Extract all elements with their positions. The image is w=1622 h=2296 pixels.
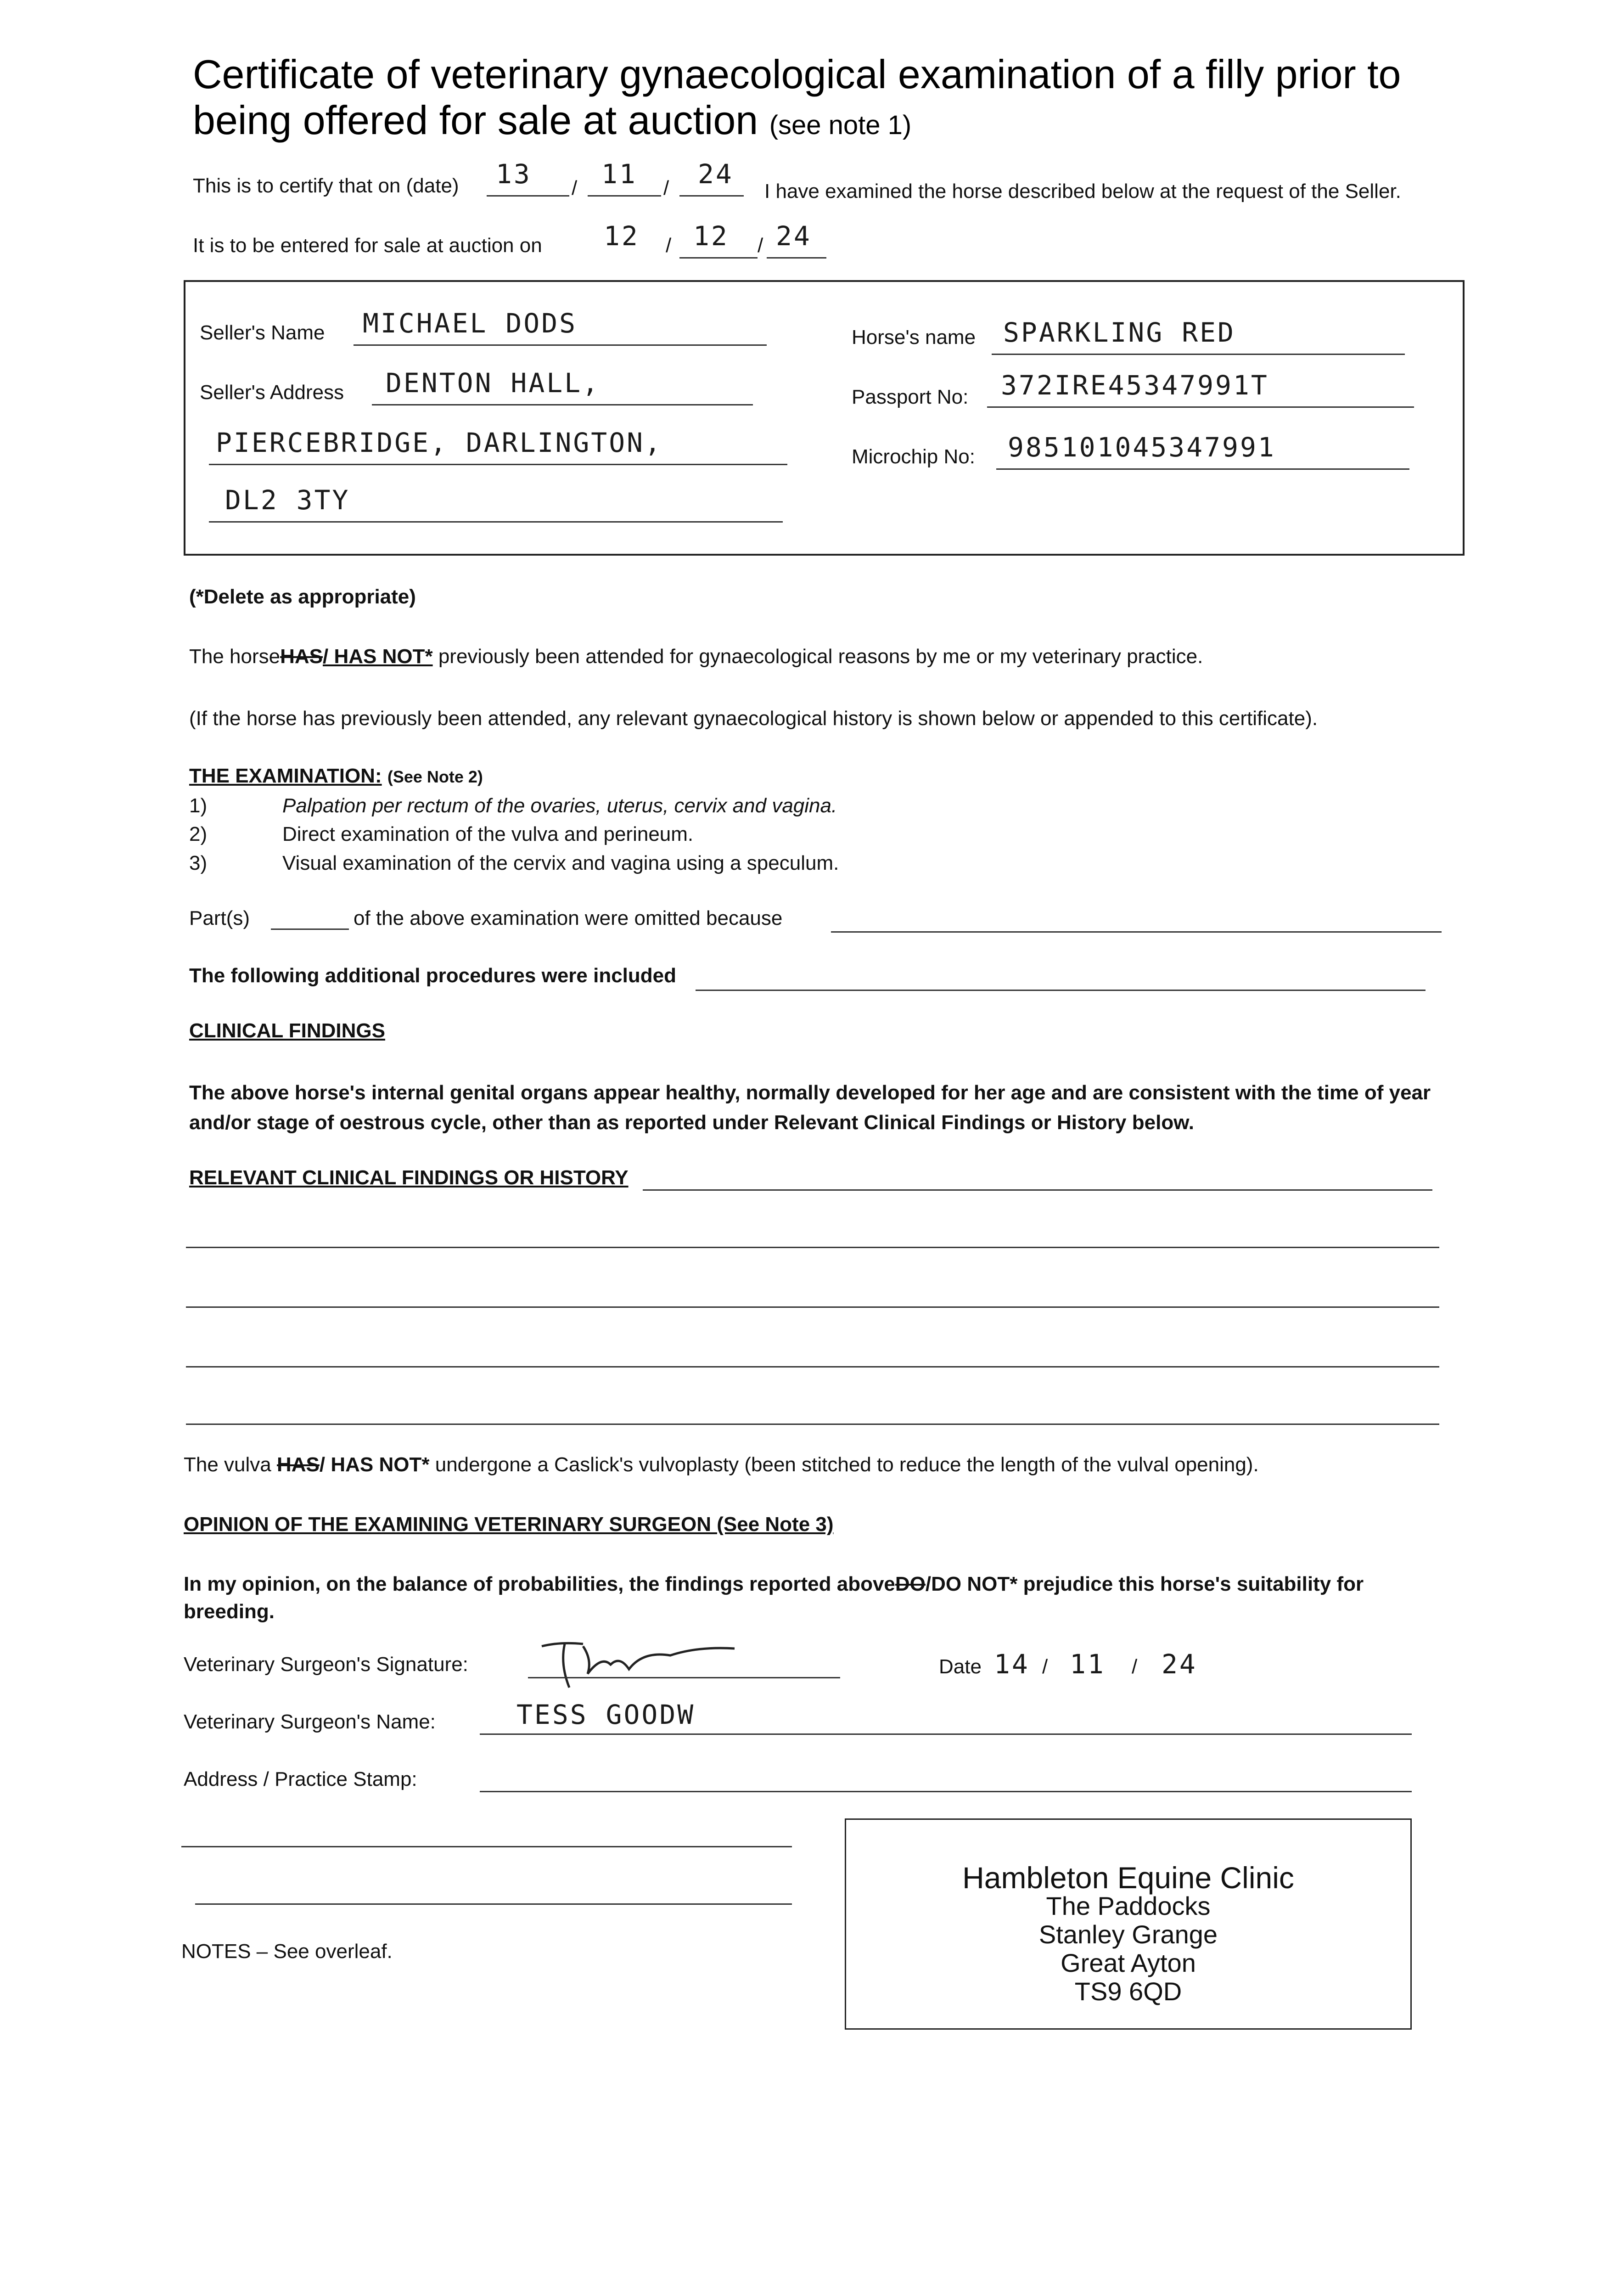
exam-item-text: Palpation per rectum of the ovaries, uterus, cervix and vagina. [282,794,837,817]
attended-struck: HAS [280,645,323,668]
examination-heading [189,765,483,788]
signature-label: Veterinary Surgeon's Signature: [184,1653,468,1676]
vulva-struck: HAS [277,1453,320,1476]
certify-day: 13 [496,158,532,190]
passport-label: Passport No: [852,386,969,408]
opinion-kept: /DO NOT* [925,1573,1018,1595]
opinion-struck: DO [895,1573,926,1595]
delete-note: (*Delete as appropriate) [189,585,416,608]
title-text: being offered for sale at auction [193,97,758,143]
vet-date-month: 11 [1070,1649,1106,1680]
parts-prefix: Part(s) [189,907,250,929]
exam-item-num: 3) [189,852,208,874]
seller-address-line-2: PIERCEBRIDGE, DARLINGTON, [216,427,662,458]
attended-kept: / HAS NOT* [323,645,433,668]
certify-prefix: This is to certify that on (date) [193,174,459,197]
horse-name-label: Horse's name [852,326,976,349]
signature-scribble [533,1628,753,1692]
seller-address-label: Seller's Address [200,381,344,404]
attended-suffix: previously been attended for gynaecological reasons by me or my veterinary practice. [438,645,1203,668]
certify-month: 11 [601,158,637,190]
seller-address-line-1: DENTON HALL, [386,367,601,399]
exam-item-text: Visual examination of the cervix and vagina using a speculum. [282,852,839,874]
history-note: (If the horse has previously been attended, any relevant gynaecological history is shown below or appended to this certificate). [189,707,1318,730]
certify-year: 24 [698,158,734,190]
vet-date-day: 14 [994,1649,1030,1680]
vulva-sentence [184,1453,1259,1476]
microchip-label: Microchip No: [852,445,975,468]
notes-footer: NOTES – See overleaf. [181,1940,393,1963]
slash: / [663,177,669,199]
clinical-text-line-1: The above horse's internal genital organs appear healthy, normally developed for her age and are consistent with the time of year [189,1081,1431,1104]
opinion-prefix: In my opinion, on the balance of probabilities, the findings reported above [184,1573,895,1595]
slash: / [758,234,763,257]
exam-item-num: 2) [189,823,208,845]
date-label: Date [939,1655,982,1678]
microchip-number: 985101045347991 [1008,432,1276,463]
vet-date-year: 24 [1162,1649,1197,1680]
examination-heading-text: THE EXAMINATION: [189,765,382,787]
seller-address-line-3: DL2 3TY [225,484,350,516]
clinical-text-line-2: and/or stage of oestrous cycle, other than as reported under Relevant Clinical Findings or History below. [189,1111,1195,1134]
vet-name-label: Veterinary Surgeon's Name: [184,1711,436,1733]
exam-item-text: Direct examination of the vulva and perineum. [282,823,694,845]
slash: / [572,177,578,199]
clinical-heading: CLINICAL FINDINGS [189,1019,385,1042]
attended-sentence [189,645,1203,668]
title-line-2 [193,97,911,148]
opinion-heading: OPINION OF THE EXAMINING VETERINARY SURGEON (See Note 3) [184,1513,834,1536]
vet-name: TESS GOODW [516,1699,696,1730]
opinion-line-2: breeding. [184,1600,275,1623]
title-note: (see note 1) [769,110,912,140]
address-stamp-label: Address / Practice Stamp: [184,1768,417,1790]
practice-stamp [845,1818,1412,2030]
seller-name-label: Seller's Name [200,321,325,344]
vulva-suffix: undergone a Caslick's vulvoplasty (been stitched to reduce the length of the vulval opening). [435,1453,1259,1476]
slash: / [1042,1655,1048,1678]
passport-number: 372IRE45347991T [1001,370,1269,401]
stamp-line-2: Stanley Grange [1038,1920,1218,1949]
vulva-kept: / HAS NOT* [319,1453,430,1476]
additional-procedures: The following additional procedures were included [189,964,677,987]
slash: / [1132,1655,1138,1678]
auction-month: 12 [693,220,729,252]
seller-name: MICHAEL DODS [363,308,578,339]
slash: / [666,234,672,257]
opinion-sentence [184,1573,1364,1596]
attended-prefix: The horse [189,645,281,668]
certify-suffix: I have examined the horse described below at the request of the Seller. [764,180,1401,203]
examination-note: (See Note 2) [387,767,483,786]
vulva-prefix: The vulva [184,1453,271,1476]
parts-suffix: of the above examination were omitted because [354,907,783,929]
relevant-heading: RELEVANT CLINICAL FINDINGS OR HISTORY [189,1166,629,1189]
horse-name: SPARKLING RED [1003,317,1235,348]
stamp-line-4: TS9 6QD [1074,1977,1182,2006]
stamp-line-3: Great Ayton [1061,1948,1196,1977]
stamp-clinic-name: Hambleton Equine Clinic [962,1861,1294,1895]
opinion-suffix: prejudice this horse's suitability for [1023,1573,1364,1595]
exam-item-num: 1) [189,794,208,817]
title-line-1: Certificate of veterinary gynaecological examination of a filly prior to [193,51,1401,97]
auction-prefix: It is to be entered for sale at auction on [193,234,542,257]
stamp-line-1: The Paddocks [1046,1891,1211,1920]
auction-day: 12 [604,220,640,252]
auction-year: 24 [776,220,812,252]
